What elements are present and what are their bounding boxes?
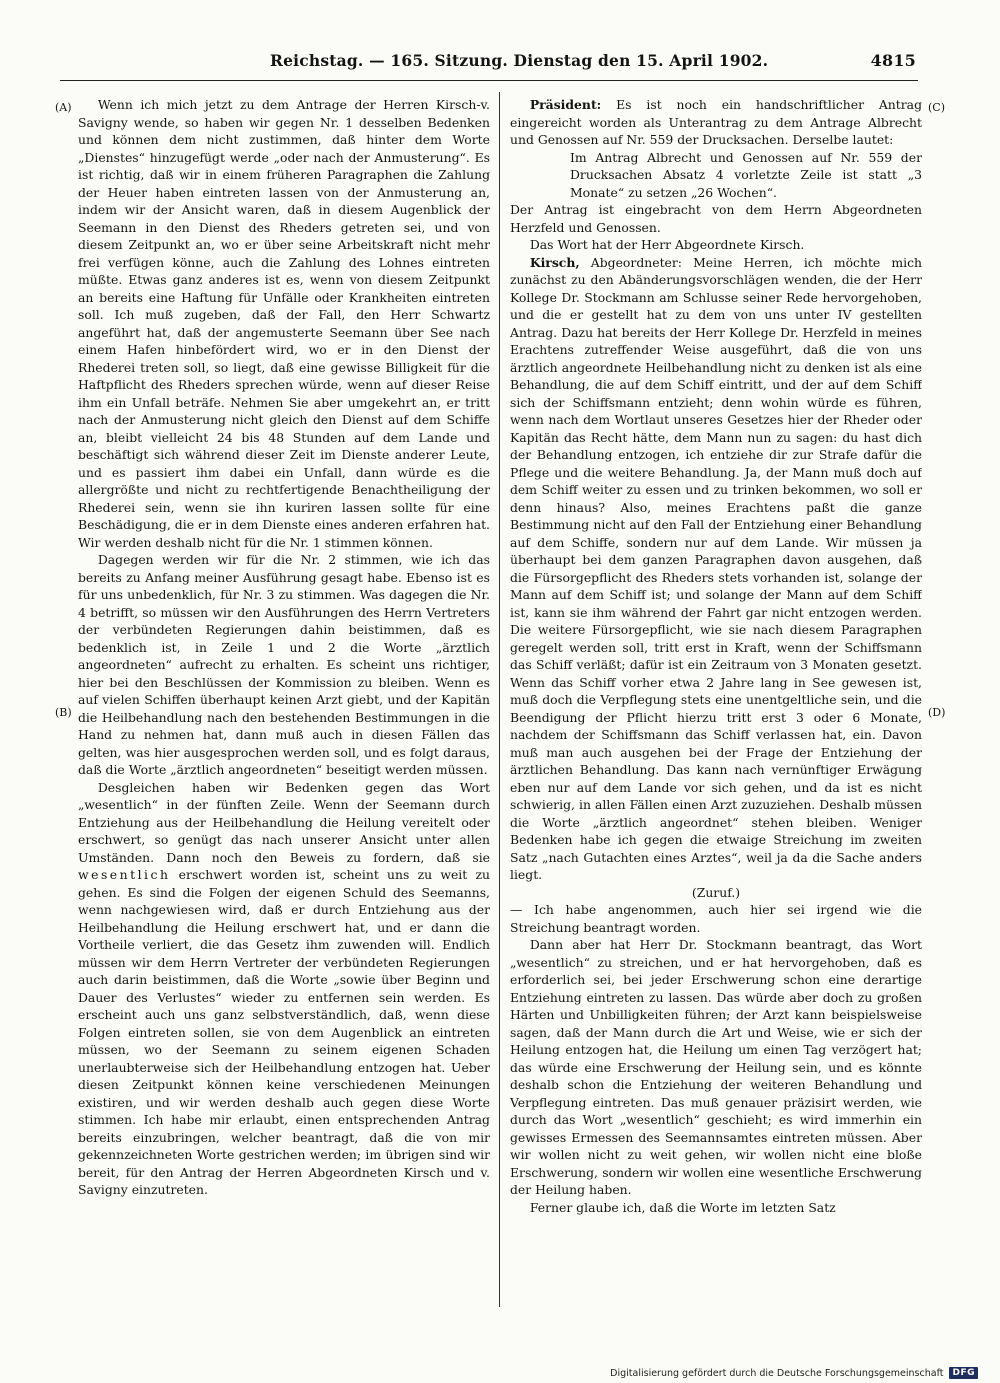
page-number: 4815 — [870, 51, 916, 70]
right-column — [510, 96, 922, 1310]
president-paragraph — [510, 96, 922, 149]
speaker-name: Kirsch, — [529, 254, 580, 270]
speaker-name: Präsident: — [529, 97, 602, 112]
paragraph-text: erschwert worden ist, scheint uns zu weit zu gehen. Es sind die Folgen der eigenen Schuld des Seemanns, wenn nachgewiesen wird, daß er durch Entziehung aus der Heilbehandlung die Heilung erschwert hat, und er dann die Vortheile verliert, die das Gesetz ihm zuwenden will. Endlich müssen wir dem Herrn Vertreter der verbündeten Regierungen auch darin beistimmen, daß die Worte „sowie über Beginn und Dauer des Verlustes“ wieder zu entfernen sein werden. Es erscheint auch uns ganz selbstverständlich, daß, wenn diese Folgen eintreten sollen, sie von dem Augenblick an eintreten müssen, wo der Seemann zu seinem eigenen Schaden unerlaubterweise sich der Heilbehandlung entzogen hat. Ueber diesen Zeitpunkt können keine verschiedenen Meinungen existiren, und wir werden deshalb auch gegen diese Worte stimmen. Ich habe mir erlaubt, einen entsprechenden Antrag bereits einzubringen, welcher beantragt, daß die von mir gekennzeichneten Worte gestrichen werden; im übrigen sind wir bereit, für den Antrag der Herren Abgeordneten Kirsch und v. Savigny einzutreten. — [78, 867, 490, 1197]
credit-text: Digitalisierung gefördert durch die Deutsche Forschungsgemeinschaft — [610, 1367, 944, 1379]
paragraph-text: Desgleichen haben wir Bedenken gegen das Wort „wesentlich“ in der fünften Zeile. Wenn der Seemann durch Entziehung aus der Heilbehandlung die Heilung vereitelt oder erschwert, so genügt das nach unserer Ansicht unter allen Umständen. Dann noch den Beweis zu fordern, daß sie — [78, 779, 490, 865]
margin-mark-d: (D) — [928, 706, 946, 719]
paragraph: Ferner glaube ich, daß die Worte im letzten Satz — [529, 1199, 836, 1215]
footer-credit — [610, 1367, 978, 1379]
margin-mark-a: (A) — [55, 101, 72, 114]
header-title: Reichstag. — 165. Sitzung. Dienstag den 15. April 1902. — [270, 51, 769, 70]
paragraph — [78, 779, 490, 1199]
header-rule — [60, 80, 918, 81]
speaker-role: Abgeordneter: — [579, 254, 694, 270]
kirsch-paragraph — [510, 254, 922, 884]
paragraph: Dann aber hat Herr Dr. Stockmann beantragt, das Wort „wesentlich“ zu streichen, und er hat hervorgehoben, daß es erforderlich sei, bei jeder Erschwerung schon eine derartige Entziehung eintreten zu lassen. Das würde aber doch zu großen Härten und Unbilligkeiten führen; der Arzt kann beispielsweise sagen, daß der Mann durch die Art und Weise, wie er sich der Heilung entzogen hat, die Heilung um einen Tag verzögert hat; das würde eine Erschwerung der Heilung sein, und es könnte deshalb schon die Entziehung der weiteren Behandlung und Verpflegung eintreten. Das muß genauer präzisirt werden, wie durch das Wort „wesentlich“ geschieht; es wird immerhin ein gewisses Ermessen des Seemannsamtes eintreten müssen. Aber wir wollen nicht zu weit gehen, wir wollen nicht eine bloße Erschwerung, sondern wir wollen eine wesentliche Erschwerung der Heilung haben. — [510, 937, 922, 1197]
emphasized-word: wesentlich — [78, 867, 171, 882]
margin-mark-c: (C) — [928, 101, 945, 114]
running-header — [270, 51, 916, 77]
paragraph: Wenn ich mich jetzt zu dem Antrage der Herren Kirsch-v. Savigny wende, so haben wir gegen Nr. 1 desselben Bedenken und können dem nicht zustimmen, daß hinter dem Worte „Dienstes“ hinzugefügt werde „oder nach der Anmusterung“. Es ist richtig, daß wir in einem früheren Paragraphen die Zahlung der Heuer haben eintreten lassen von der Anmusterung an, indem wir der Ansicht waren, daß in diesem Augenblick der Seemann in den Dienst des Rheders getreten sei, und von diesem Zeitpunkt an, wo er über seine Arbeitskraft nicht mehr frei verfügen könne, auch die Zahlung des Lohnes eintreten müßte. Etwas ganz anderes ist es, wenn von diesem Zeitpunkt an bereits eine Haftung für Unfälle oder Krankheiten eintreten soll. Ich muß zugeben, daß der Fall, den Herr Schwartz angeführt hat, daß der angemusterte Seemann über See nach einem Hafen hinbefördert wird, wo er in den Dienst der Rhederei treten soll, so liegt, daß eine gewisse Billigkeit für die Haftpflicht des Rheders sprechen würde, wenn auf dieser Reise ihm ein Unfall beträfe. Nehmen Sie aber umgekehrt an, er tritt nach der Anmusterung nicht gleich den Dienst auf dem Schiffe an, bleibt vielleicht 24 bis 48 Stunden auf dem Lande und beschäftigt sich während dieser Zeit im Dienste anderer Leute, und es passiert ihm dabei ein Unfall, dann würde es die allergrößte und nicht zu rechtfertigende Benachtheiligung der Rhederei sein, wenn sie ihn kuriren lassen sollte für eine Beschädigung, die er in dem Dienste eines anderen erfahren hat. Wir werden deshalb nicht für die Nr. 1 stimmen können. — [78, 97, 490, 550]
interjection: (Zuruf.) — [691, 884, 741, 900]
quoted-motion: Im Antrag Albrecht und Genossen auf Nr. 559 der Drucksachen Absatz 4 vorletzte Zeile ist statt „3 Monate“ zu setzen „26 Wochen“. — [570, 149, 922, 200]
paragraph: Dagegen werden wir für die Nr. 2 stimmen, wie ich das bereits zu Anfang meiner Ausführung gesagt habe. Ebenso ist es für uns unbedenklich, für Nr. 3 zu stimmen. Was dagegen die Nr. 4 betrifft, so müssen wir den Ausführungen des Herrn Vertreters der verbündeten Regierungen dahin beistimmen, daß es bedenklich ist, in Zeile 1 und 2 die Worte „ärztlich angeordneten“ aufrecht zu erhalten. Es scheint uns richtiger, hier bei den Beschlüssen der Kommission zu bleiben. Wenn es auf vielen Schiffen überhaupt keinen Arzt giebt, und der Kapitän die Heilbehandlung nach den bestehenden Bestimmungen in die Hand zu nehmen hat, dann muß auch in diesen Fällen das gelten, was hier ausgesprochen werden soll, und es folgt daraus, daß die Worte „ärztlich angeordneten“ beseitigt werden müssen. — [78, 552, 490, 777]
paragraph-text: Meine Herren, ich möchte mich zunächst zu den Abänderungsvorschlägen wenden, die der Herr Kollege Dr. Stockmann am Schlusse seiner Rede hervorgehoben, und die er gestellt hat zu dem von uns unter IV gestellten Antrag. Dazu hat bereits der Herr Kollege Dr. Herzfeld in meines Erachtens zutreffender Weise ausgeführt, daß die von uns ärztlich angeordnete Heilbehandlung nicht zu denken ist als eine Behandlung, die auf dem Schiff eintritt, und der auf dem Schiff sich der Schiffsmann entzieht; denn wohin würde es führen, wenn nach dem Wortlaut unseres Gesetzes hier der Rheder oder Kapitän das Recht hätte, dem Mann nun zu sagen: du hast dich der Behandlung entzogen, ich entziehe dir zur Strafe dafür die Pflege und die weitere Behandlung. Ja, der Mann muß doch auf dem Schiff weiter zu essen und zu trinken bekommen, wo soll er denn hinaus? Also, meines Erachtens paßt die ganze Bestimmung nicht auf den Fall der Entziehung einer Behandlung auf dem Schiffe, sondern nur auf dem Lande. Wir müssen ja überhaupt bei dem ganzen Paragraphen davon ausgehen, daß die Fürsorgepflicht des Rheders stets vorhanden ist, solange der Mann auf dem Schiff ist; und solange der Mann auf dem Schiff ist, kann sie ihm während der Fahrt gar nicht entzogen werden. Die weitere Fürsorgepflicht, wie sie nach diesem Paragraphen geregelt werden soll, tritt erst in Kraft, wenn der Schiffsmann das Schiff verläßt; dafür ist ein Zeitraum von 3 Monaten gesetzt. Wenn das Schiff vorher etwa 2 Jahre lang in See gewesen ist, muß doch die Verpflegung stets eine unentgeltliche sein, und die Beendigung der Pflicht hierzu tritt erst 3 oder 6 Monate, nachdem der Schiffsmann das Schiff verlassen hat, ein. Davon muß man auch ausgehen bei der Frage der Entziehung der ärztlichen Behandlung. Das kann nach vernünftiger Erwägung eben nur auf dem Lande vor sich gehen, und da ist es nicht schwierig, in allen Fällen einen Arzt zuzuziehen. Deshalb müssen die Worte „ärztlich angeordnet“ stehen bleiben. Weniger Bedenken habe ich gegen die etwaige Streichung im zweiten Satz „nach Gutachten eines Arztes“, weil ja da die Sache anders liegt. — [510, 254, 922, 882]
paragraph: Das Wort hat der Herr Abgeordnete Kirsch. — [529, 237, 805, 252]
paragraph-text: Es ist noch ein handschriftlicher Antrag eingereicht worden als Unterantrag zu dem Antrage Albrecht und Genossen auf Nr. 559 der Drucksachen. Derselbe lautet: — [510, 97, 922, 147]
paragraph: Der Antrag ist eingebracht von dem Herrn Abgeordneten Herzfeld und Genossen. — [510, 202, 922, 235]
margin-mark-b: (B) — [55, 706, 72, 719]
dfg-logo: DFG — [949, 1367, 978, 1379]
paragraph: — Ich habe angenommen, auch hier sei irgend wie die Streichung beantragt worden. — [510, 902, 922, 935]
left-column — [78, 96, 490, 1310]
column-divider — [499, 92, 500, 1307]
